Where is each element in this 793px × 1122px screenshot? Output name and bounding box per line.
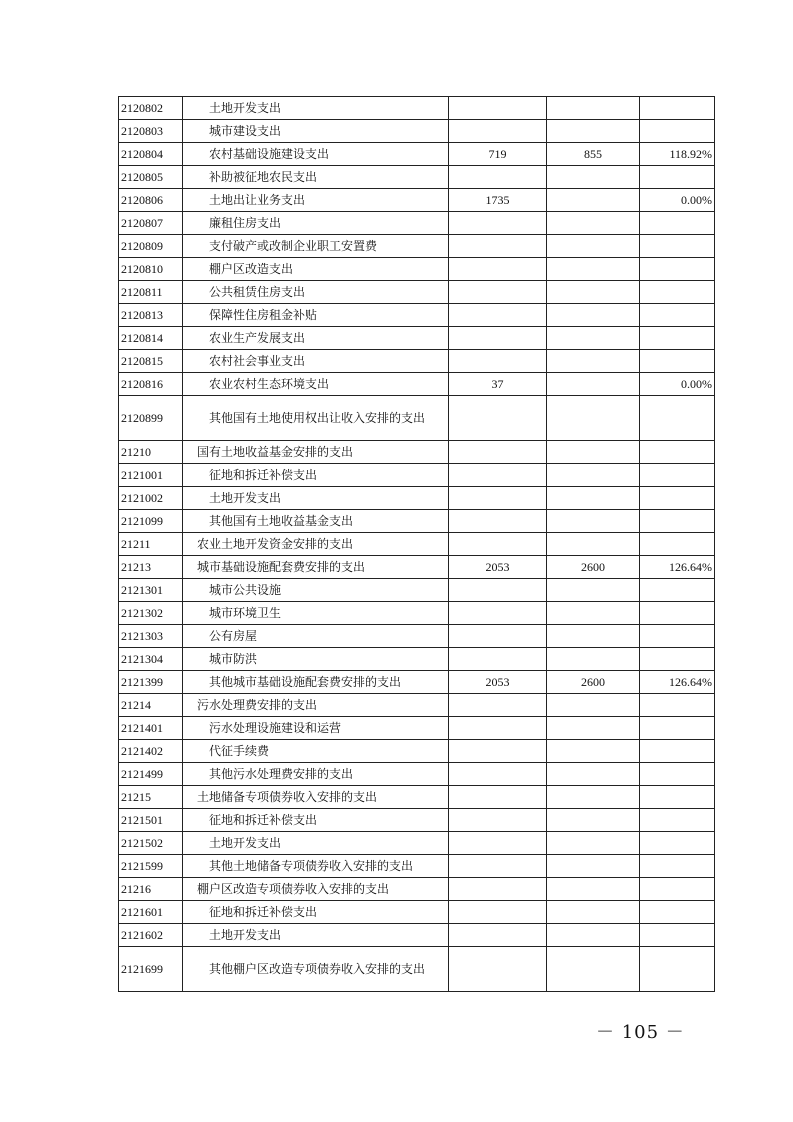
row-value-b	[547, 717, 640, 740]
row-name: 城市建设支出	[183, 120, 449, 143]
row-value-b	[547, 97, 640, 120]
row-percent	[640, 97, 715, 120]
row-code: 2121502	[119, 832, 183, 855]
row-value-a	[449, 487, 547, 510]
table-row	[119, 258, 715, 281]
row-value-a	[449, 625, 547, 648]
row-value-a	[449, 579, 547, 602]
row-value-a: 2053	[449, 556, 547, 579]
row-value-b	[547, 281, 640, 304]
row-value-b	[547, 212, 640, 235]
table-body	[119, 97, 715, 992]
row-code: 2121001	[119, 464, 183, 487]
table-row	[119, 901, 715, 924]
row-value-a	[449, 878, 547, 901]
row-percent	[640, 694, 715, 717]
row-value-a	[449, 832, 547, 855]
row-code: 2120899	[119, 396, 183, 441]
row-name: 征地和拆迁补偿支出	[183, 464, 449, 487]
row-name: 污水处理设施建设和运营	[183, 717, 449, 740]
row-code: 2121501	[119, 809, 183, 832]
row-value-b	[547, 487, 640, 510]
row-value-b	[547, 533, 640, 556]
row-value-a	[449, 717, 547, 740]
table-row	[119, 212, 715, 235]
row-name: 其他土地储备专项债券收入安排的支出	[183, 855, 449, 878]
table-row	[119, 625, 715, 648]
row-name: 污水处理费安排的支出	[183, 694, 449, 717]
row-code: 21213	[119, 556, 183, 579]
row-code: 2121399	[119, 671, 183, 694]
table-row	[119, 533, 715, 556]
table-row	[119, 832, 715, 855]
row-code: 2121002	[119, 487, 183, 510]
row-code: 2121099	[119, 510, 183, 533]
row-percent	[640, 832, 715, 855]
row-value-a	[449, 327, 547, 350]
row-value-b	[547, 464, 640, 487]
table-row	[119, 327, 715, 350]
row-percent	[640, 235, 715, 258]
row-value-a	[449, 350, 547, 373]
row-name: 农业农村生态环境支出	[183, 373, 449, 396]
row-value-a: 1735	[449, 189, 547, 212]
row-value-b	[547, 441, 640, 464]
budget-expenditure-table	[118, 96, 715, 992]
row-code: 21214	[119, 694, 183, 717]
row-value-a	[449, 510, 547, 533]
row-code: 2121402	[119, 740, 183, 763]
row-code: 2121301	[119, 579, 183, 602]
table-row	[119, 487, 715, 510]
row-name: 其他国有土地使用权出让收入安排的支出	[183, 396, 449, 441]
table-row	[119, 694, 715, 717]
row-value-b	[547, 786, 640, 809]
row-value-a	[449, 258, 547, 281]
table-row	[119, 947, 715, 992]
row-code: 21210	[119, 441, 183, 464]
row-value-b	[547, 809, 640, 832]
row-name: 其他棚户区改造专项债券收入安排的支出	[183, 947, 449, 992]
row-code: 21211	[119, 533, 183, 556]
row-name: 城市公共设施	[183, 579, 449, 602]
row-value-a	[449, 947, 547, 992]
row-code: 21216	[119, 878, 183, 901]
row-value-a: 2053	[449, 671, 547, 694]
row-value-b	[547, 947, 640, 992]
row-percent	[640, 487, 715, 510]
table-row	[119, 441, 715, 464]
row-percent: 0.00%	[640, 189, 715, 212]
row-name: 国有土地收益基金安排的支出	[183, 441, 449, 464]
row-value-b	[547, 510, 640, 533]
table-row	[119, 924, 715, 947]
row-value-b	[547, 350, 640, 373]
row-name: 农业生产发展支出	[183, 327, 449, 350]
row-percent: 118.92%	[640, 143, 715, 166]
row-value-a	[449, 648, 547, 671]
row-value-a: 37	[449, 373, 547, 396]
row-code: 2120816	[119, 373, 183, 396]
table-row	[119, 878, 715, 901]
table-row	[119, 464, 715, 487]
row-name: 补助被征地农民支出	[183, 166, 449, 189]
row-value-b	[547, 648, 640, 671]
row-name: 其他污水处理费安排的支出	[183, 763, 449, 786]
row-name: 廉租住房支出	[183, 212, 449, 235]
row-value-b	[547, 373, 640, 396]
row-code: 2121302	[119, 602, 183, 625]
row-value-a	[449, 855, 547, 878]
row-value-b	[547, 763, 640, 786]
row-value-a	[449, 763, 547, 786]
row-value-b: 2600	[547, 671, 640, 694]
row-value-b	[547, 832, 640, 855]
row-value-a	[449, 304, 547, 327]
table-row	[119, 579, 715, 602]
row-value-a	[449, 809, 547, 832]
row-percent	[640, 304, 715, 327]
row-percent	[640, 464, 715, 487]
row-percent	[640, 533, 715, 556]
table-row	[119, 740, 715, 763]
table-row	[119, 671, 715, 694]
row-percent	[640, 579, 715, 602]
row-value-b	[547, 579, 640, 602]
row-code: 2120809	[119, 235, 183, 258]
table-row	[119, 143, 715, 166]
row-percent	[640, 212, 715, 235]
row-percent	[640, 441, 715, 464]
row-code: 2120804	[119, 143, 183, 166]
row-code: 2120803	[119, 120, 183, 143]
row-percent	[640, 602, 715, 625]
row-percent	[640, 740, 715, 763]
row-value-a	[449, 396, 547, 441]
table-row	[119, 350, 715, 373]
row-code: 2121599	[119, 855, 183, 878]
table-row	[119, 189, 715, 212]
row-code: 2120815	[119, 350, 183, 373]
row-percent	[640, 327, 715, 350]
row-percent	[640, 625, 715, 648]
row-value-a	[449, 786, 547, 809]
row-value-a	[449, 924, 547, 947]
row-value-b	[547, 694, 640, 717]
row-name: 土地出让业务支出	[183, 189, 449, 212]
page-number: － 105 －	[596, 1022, 685, 1043]
row-value-a	[449, 235, 547, 258]
table-row	[119, 855, 715, 878]
row-code: 2121304	[119, 648, 183, 671]
row-percent: 126.64%	[640, 556, 715, 579]
row-name: 土地开发支出	[183, 97, 449, 120]
row-value-b	[547, 189, 640, 212]
row-value-a	[449, 533, 547, 556]
row-value-b	[547, 878, 640, 901]
row-name: 土地开发支出	[183, 832, 449, 855]
row-percent: 0.00%	[640, 373, 715, 396]
row-percent	[640, 855, 715, 878]
row-name: 保障性住房租金补贴	[183, 304, 449, 327]
row-code: 2121303	[119, 625, 183, 648]
row-percent	[640, 901, 715, 924]
row-percent	[640, 396, 715, 441]
row-code: 2121499	[119, 763, 183, 786]
row-percent	[640, 924, 715, 947]
table-row	[119, 304, 715, 327]
row-code: 2120813	[119, 304, 183, 327]
row-code: 2121602	[119, 924, 183, 947]
row-value-a	[449, 441, 547, 464]
row-percent	[640, 350, 715, 373]
table-row	[119, 235, 715, 258]
row-code: 2120814	[119, 327, 183, 350]
table-row	[119, 396, 715, 441]
row-percent	[640, 809, 715, 832]
row-name: 城市环境卫生	[183, 602, 449, 625]
row-name: 代征手续费	[183, 740, 449, 763]
row-value-a	[449, 464, 547, 487]
row-value-b	[547, 396, 640, 441]
row-name: 其他国有土地收益基金支出	[183, 510, 449, 533]
row-value-b	[547, 120, 640, 143]
row-code: 2121401	[119, 717, 183, 740]
table-row	[119, 556, 715, 579]
table-row	[119, 648, 715, 671]
row-name: 征地和拆迁补偿支出	[183, 809, 449, 832]
row-name: 支付破产或改制企业职工安置费	[183, 235, 449, 258]
table-row	[119, 602, 715, 625]
table-row	[119, 373, 715, 396]
row-value-a	[449, 602, 547, 625]
table-row	[119, 717, 715, 740]
row-code: 2120810	[119, 258, 183, 281]
table-row	[119, 281, 715, 304]
row-value-b: 855	[547, 143, 640, 166]
row-name: 棚户区改造专项债券收入安排的支出	[183, 878, 449, 901]
row-code: 2120802	[119, 97, 183, 120]
row-name: 公有房屋	[183, 625, 449, 648]
row-code: 2120811	[119, 281, 183, 304]
table-row	[119, 120, 715, 143]
row-name: 其他城市基础设施配套费安排的支出	[183, 671, 449, 694]
table-row	[119, 786, 715, 809]
row-value-a	[449, 97, 547, 120]
row-percent	[640, 281, 715, 304]
row-name: 城市基础设施配套费安排的支出	[183, 556, 449, 579]
row-value-b	[547, 327, 640, 350]
row-value-a	[449, 166, 547, 189]
row-code: 2121699	[119, 947, 183, 992]
row-value-b: 2600	[547, 556, 640, 579]
row-percent	[640, 878, 715, 901]
row-value-b	[547, 602, 640, 625]
row-value-b	[547, 625, 640, 648]
row-code: 2120806	[119, 189, 183, 212]
row-name: 农村社会事业支出	[183, 350, 449, 373]
row-value-b	[547, 304, 640, 327]
row-code: 2120805	[119, 166, 183, 189]
row-name: 土地开发支出	[183, 487, 449, 510]
row-value-b	[547, 258, 640, 281]
row-percent	[640, 717, 715, 740]
row-value-a	[449, 281, 547, 304]
row-value-b	[547, 740, 640, 763]
row-name: 棚户区改造支出	[183, 258, 449, 281]
row-value-a: 719	[449, 143, 547, 166]
row-value-a	[449, 901, 547, 924]
row-percent	[640, 648, 715, 671]
table-row	[119, 166, 715, 189]
row-percent: 126.64%	[640, 671, 715, 694]
row-percent	[640, 258, 715, 281]
row-percent	[640, 120, 715, 143]
row-percent	[640, 763, 715, 786]
table-row	[119, 510, 715, 533]
row-name: 土地储备专项债券收入安排的支出	[183, 786, 449, 809]
row-value-b	[547, 924, 640, 947]
row-percent	[640, 947, 715, 992]
row-value-a	[449, 740, 547, 763]
row-value-a	[449, 120, 547, 143]
table-row	[119, 809, 715, 832]
row-value-b	[547, 166, 640, 189]
row-name: 土地开发支出	[183, 924, 449, 947]
row-code: 21215	[119, 786, 183, 809]
row-name: 公共租赁住房支出	[183, 281, 449, 304]
table-row	[119, 97, 715, 120]
row-name: 农村基础设施建设支出	[183, 143, 449, 166]
row-value-b	[547, 901, 640, 924]
row-value-b	[547, 235, 640, 258]
row-percent	[640, 166, 715, 189]
row-percent	[640, 786, 715, 809]
row-code: 2120807	[119, 212, 183, 235]
row-name: 城市防洪	[183, 648, 449, 671]
row-percent	[640, 510, 715, 533]
row-name: 征地和拆迁补偿支出	[183, 901, 449, 924]
row-value-b	[547, 855, 640, 878]
row-code: 2121601	[119, 901, 183, 924]
row-value-a	[449, 212, 547, 235]
table-row	[119, 763, 715, 786]
row-name: 农业土地开发资金安排的支出	[183, 533, 449, 556]
row-value-a	[449, 694, 547, 717]
